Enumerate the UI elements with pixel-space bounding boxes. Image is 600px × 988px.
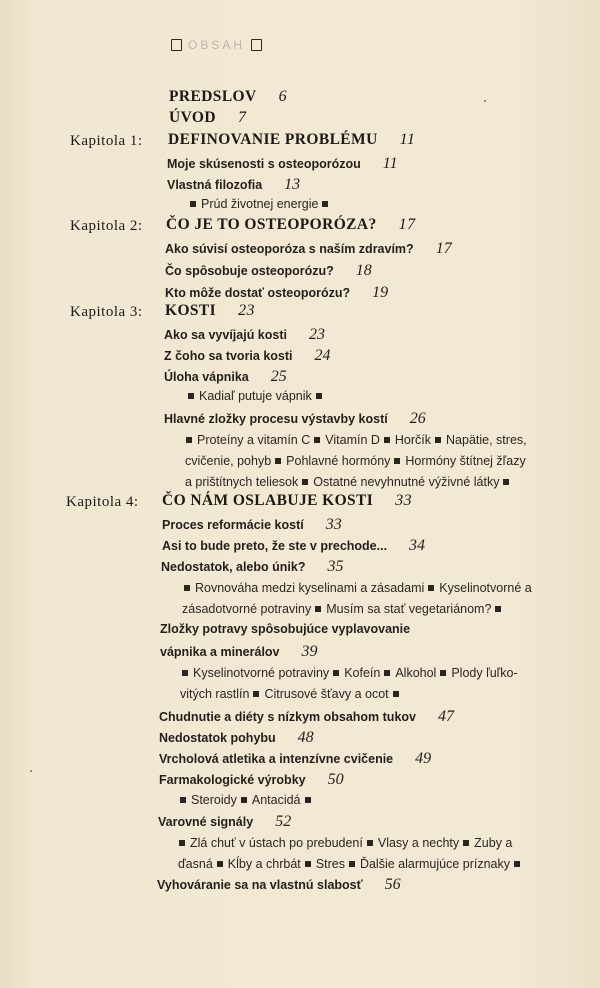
chapter-title [162,492,412,510]
toc-entry [157,876,401,894]
toc-title: Proces reformácie kostí [162,518,304,532]
subtopic: Kofeín [344,666,381,680]
bullet-square-icon [314,437,320,443]
toc-subtopics [184,581,532,595]
subtopic: Kyselinotvorné a [439,581,532,595]
subtopic: Horčík [394,433,432,447]
subtopic: Kĺby a chrbát [227,857,301,871]
subtopic: Citrusové šťavy a ocot [264,687,389,701]
bullet-square-icon [275,458,281,464]
subtopic: Ďalšie alarmujúce príznaky [359,857,511,871]
header-title: OBSAH [188,38,246,52]
subtopic: Ostatné nevyhnutné výživné látky [313,475,500,489]
subtopic: Napätie, stres, [446,433,527,447]
chapter-label: Kapitola 4: [66,494,139,510]
toc-subtopics [179,836,512,850]
bullet-square-icon [428,585,434,591]
toc-page: 24 [314,347,331,364]
toc-title: Čo spôsobuje osteoporózu? [165,264,334,278]
toc-page: 23 [238,302,255,319]
bullet-square-icon [179,840,185,846]
header-box-icon [251,39,262,51]
toc-title: Nedostatok pohybu [159,731,276,745]
bullet-square-icon [316,393,322,399]
toc-page: 13 [284,176,301,193]
bullet-square-icon [384,437,390,443]
toc-page: 35 [327,558,344,575]
chapter-label: Kapitola 1: [70,133,143,149]
toc-page: 47 [437,708,454,725]
bullet-square-icon [305,797,311,803]
toc-page: 18 [355,262,372,279]
chapter-label: Kapitola 3: [70,304,143,320]
page-header [171,38,262,52]
toc-entry [165,240,452,258]
subtopic: Zuby a [474,836,513,850]
toc-title: vápnika a minerálov [160,645,280,659]
bullet-square-icon [184,585,190,591]
chapter-title [165,302,255,320]
bullet-square-icon [315,606,321,612]
toc-title: Nedostatok, alebo únik? [161,560,306,574]
toc-title: Vyhováranie sa na vlastnú slabosť [157,878,363,892]
toc-title: Moje skúsenosti s osteoporózou [167,157,361,171]
toc-entry [159,729,314,747]
toc-title: Hlavné zložky procesu výstavby kostí [164,412,388,426]
toc-title: Asi to bude preto, že ste v prechode... [162,539,388,553]
subtopic: Kadiaľ putuje vápnik [199,389,312,403]
toc-entry-uvod [169,109,246,127]
toc-entry [164,347,331,365]
bullet-square-icon [180,797,186,803]
toc-page: 7 [237,109,247,126]
toc-page: 11 [382,155,398,172]
toc-title: Farmakologické výrobky [159,773,306,787]
bullet-square-icon [322,201,328,207]
chapter-label: Kapitola 2: [70,218,143,234]
subtopic: Proteíny a vitamín C [197,433,311,447]
toc-title: Zložky potravy spôsobujúce vyplavovanie [160,622,411,636]
toc-title: Vlastná filozofia [167,178,263,192]
subtopic: Vlasy a nechty [377,836,460,850]
subtopic: cvičenie, pohyb [185,454,272,468]
toc-title: Chudnutie a diéty s nízkym obsahom tukov [159,710,416,724]
bullet-square-icon [241,797,247,803]
toc-subtopics [188,389,327,403]
toc-entry [165,284,388,302]
toc-title: DEFINOVANIE PROBLÉMU [168,131,378,148]
toc-page: 33 [325,516,342,533]
toc-page: 48 [297,729,314,746]
toc-subtopics [180,687,404,701]
toc-entry [167,155,398,173]
toc-entry [164,326,325,344]
subtopic: Prúd životnej energie [201,197,319,211]
toc-entry [159,771,344,789]
toc-title: Varovné signály [158,815,254,829]
paper-speck [484,100,486,102]
toc-title: Ako súvisí osteoporóza s naším zdravím? [165,242,414,256]
toc-page: 23 [308,326,325,343]
bullet-square-icon [514,861,520,867]
subtopic: Alkohol [395,666,437,680]
toc-subtopics [185,454,526,468]
bullet-square-icon [349,861,355,867]
subtopic: ďasná [178,857,213,871]
bullet-square-icon [503,479,509,485]
chapter-title [166,216,415,234]
toc-subtopics [185,475,514,489]
bullet-square-icon [333,670,339,676]
toc-page: 19 [372,284,389,301]
toc-entry [164,410,426,428]
subtopic: a prištítnych teliesok [185,475,299,489]
subtopic: Stres [315,857,345,871]
toc-subtopics [186,433,527,447]
toc-page: 39 [301,643,318,660]
toc-entry [159,708,454,726]
toc-entry [160,643,318,661]
subtopic: Plody ľuľko- [451,666,518,680]
toc-title: ÚVOD [169,109,216,126]
toc-page: 34 [409,537,426,554]
toc-title: ČO NÁM OSLABUJE KOSTI [162,492,374,509]
toc-subtopics [178,857,525,871]
bullet-square-icon [302,479,308,485]
toc-page: 6 [278,88,288,105]
bullet-square-icon [367,840,373,846]
subtopic: Kyselinotvorné potraviny [193,666,330,680]
toc-entry [160,622,410,636]
toc-title: Úloha vápnika [164,370,249,384]
bullet-square-icon [384,670,390,676]
subtopic: Antacidá [251,793,301,807]
toc-subtopics [180,793,316,807]
toc-title: Z čoho sa tvoria kosti [164,349,293,363]
subtopic: zásadotvorné potraviny [182,602,312,616]
toc-entry [159,750,431,768]
toc-entry [158,813,291,831]
toc-page: 56 [384,876,401,893]
toc-page: 26 [409,410,426,427]
toc-page: 49 [415,750,432,767]
header-box-icon [171,39,182,51]
subtopic: Hormóny štítnej žľazy [405,454,526,468]
toc-entry [162,537,425,555]
toc-page: 33 [395,492,413,509]
toc-entry-predslov [169,88,287,106]
toc-subtopics [190,197,333,211]
subtopic: Zlá chuť v ústach po prebudení [190,836,363,850]
toc-subtopics [182,602,506,616]
subtopic: Steroidy [191,793,237,807]
bullet-square-icon [190,201,196,207]
bullet-square-icon [393,691,399,697]
toc-title: Kto môže dostať osteoporózu? [165,286,351,300]
bullet-square-icon [435,437,441,443]
bullet-square-icon [217,861,223,867]
bullet-square-icon [463,840,469,846]
toc-entry [161,558,343,576]
subtopic: Pohlavné hormóny [286,454,391,468]
subtopic: Rovnováha medzi kyselinami a zásadami [195,581,425,595]
toc-page: 52 [275,813,292,830]
subtopic: Musím sa stať vegetariánom? [326,602,492,616]
toc-title: ČO JE TO OSTEOPORÓZA? [166,216,377,233]
toc-page: 25 [270,368,287,385]
subtopic: vitých rastlín [180,687,250,701]
toc-title: Ako sa vyvíjajú kosti [164,328,287,342]
toc-entry [167,176,300,194]
bullet-square-icon [440,670,446,676]
paper-speck [30,770,32,772]
toc-page: 11 [399,131,416,148]
toc-subtopics [182,666,518,680]
toc-page: 50 [327,771,344,788]
toc-title: Vrcholová atletika a intenzívne cvičenie [159,752,394,766]
toc-page: 17 [398,216,416,233]
toc-title: PREDSLOV [169,88,257,105]
bullet-square-icon [186,437,192,443]
toc-entry [165,262,372,280]
chapter-title [168,131,415,149]
bullet-square-icon [394,458,400,464]
toc-entry [162,516,342,534]
toc-title: KOSTI [165,302,217,319]
bullet-square-icon [188,393,194,399]
bullet-square-icon [253,691,259,697]
bullet-square-icon [495,606,501,612]
subtopic: Vitamín D [325,433,380,447]
toc-entry [164,368,287,386]
bullet-square-icon [305,861,311,867]
bullet-square-icon [182,670,188,676]
toc-page: 17 [435,240,452,257]
